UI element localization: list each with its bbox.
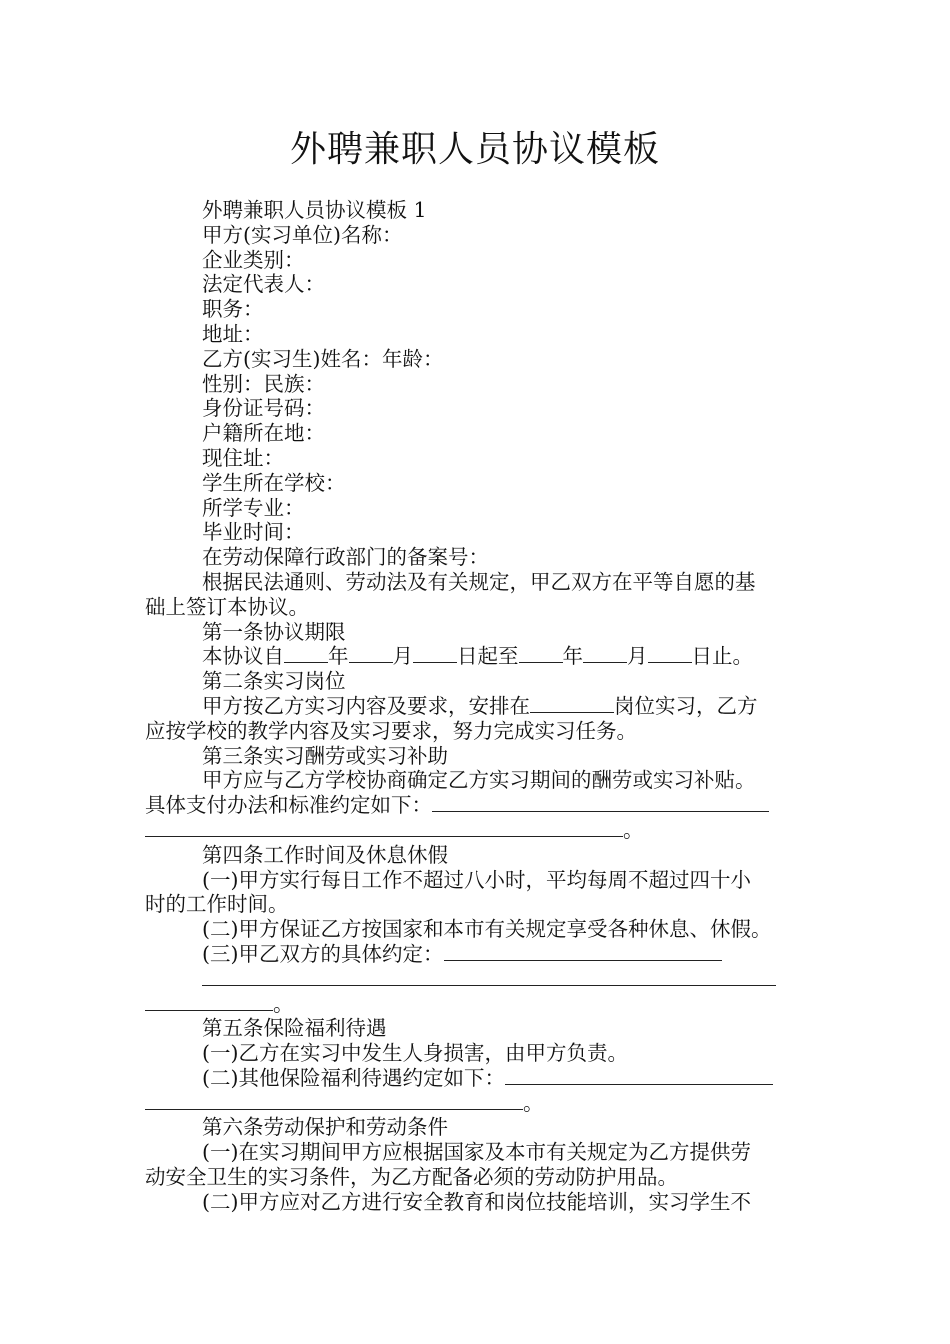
safety-conditions-clause-cont: 动安全卫生的实习条件，为乙方配备必须的劳动防护用品。 <box>145 1165 678 1190</box>
end-year-blank <box>519 644 563 663</box>
period-mark: 。 <box>623 817 644 842</box>
term-text: 年 <box>328 644 349 669</box>
start-day-blank <box>413 644 457 663</box>
term-text: 日起至 <box>457 644 519 669</box>
other-welfare-text: (二)其他保险福利待遇约定如下： <box>202 1065 505 1090</box>
position-field: 职务： <box>202 297 264 322</box>
rest-leave-clause: (二)甲方保证乙方按国家和本市有关规定享受各种休息、休假。 <box>202 917 772 942</box>
period-mark: 。 <box>523 1090 544 1115</box>
article-3-heading: 第三条实习酬劳或实习补助 <box>202 743 448 768</box>
pay-method-clause-cont <box>145 818 810 843</box>
school-field: 学生所在学校： <box>202 470 346 495</box>
end-month-blank <box>583 644 627 663</box>
other-welfare-blank <box>505 1066 773 1085</box>
start-year-blank <box>284 644 328 663</box>
safety-conditions-clause: (一)在实习期间甲方应根据国家及本市有关规定为乙方提供劳 <box>202 1140 751 1165</box>
filing-number-field: 在劳动保障行政部门的备案号： <box>202 545 489 570</box>
post-blank <box>530 694 614 713</box>
post-clause <box>145 694 810 719</box>
document-body <box>145 198 810 1215</box>
household-registration-field: 户籍所在地： <box>202 421 325 446</box>
safety-training-clause: (二)甲方应对乙方进行安全教育和岗位技能培训，实习学生不 <box>202 1189 751 1214</box>
end-day-blank <box>648 644 692 663</box>
term-text: 日止。 <box>691 644 753 669</box>
term-clause <box>145 644 810 669</box>
preamble-text: 根据民法通则、劳动法及有关规定，甲乙双方在平等自愿的基 <box>202 569 756 594</box>
article-2-heading: 第二条实习岗位 <box>202 669 346 694</box>
specific-agreement-clause <box>145 942 810 967</box>
article-1-heading: 第一条协议期限 <box>202 619 346 644</box>
article-4-heading: 第四条工作时间及休息休假 <box>202 842 448 867</box>
post-text: 岗位实习，乙方 <box>614 693 758 718</box>
pay-method-clause <box>145 793 810 818</box>
pay-method-text: 具体支付办法和标准约定如下： <box>145 793 432 818</box>
section-heading: 外聘兼职人员协议模板 1 <box>202 198 427 222</box>
gender-ethnicity-field: 性别：民族： <box>202 371 325 396</box>
article-6-heading: 第六条劳动保护和劳动条件 <box>202 1115 448 1140</box>
id-number-field: 身份证号码： <box>202 396 325 421</box>
party-b-name-age-field: 乙方(实习生)姓名：年龄： <box>202 346 444 371</box>
other-welfare-blank-2 <box>145 1091 523 1110</box>
article-5-heading: 第五条保险福利待遇 <box>202 1016 387 1041</box>
address-field: 地址： <box>202 321 264 346</box>
term-text: 月 <box>392 644 413 669</box>
work-hours-clause-cont: 时的工作时间。 <box>145 892 289 917</box>
term-text: 本协议自 <box>202 644 284 669</box>
current-address-field: 现住址： <box>202 445 284 470</box>
preamble-text-cont: 础上签订本协议。 <box>145 594 309 619</box>
specific-agreement-blank <box>444 942 722 961</box>
specific-agreement-blank-3 <box>145 992 273 1011</box>
pay-method-blank <box>432 793 769 812</box>
major-field: 所学专业： <box>202 495 305 520</box>
specific-agreement-end <box>145 992 810 1017</box>
period-mark: 。 <box>273 991 294 1016</box>
injury-clause: (一)乙方在实习中发生人身损害，由甲方负责。 <box>202 1041 628 1066</box>
other-welfare-end <box>145 1091 810 1116</box>
specific-agreement-text: (三)甲乙双方的具体约定： <box>202 941 444 966</box>
pay-clause: 甲方应与乙方学校协商确定乙方实习期间的酬劳或实习补贴。 <box>202 768 756 793</box>
other-welfare-clause <box>145 1066 810 1091</box>
post-text: 甲方按乙方实习内容及要求，安排在 <box>202 693 530 718</box>
party-a-name-field: 甲方(实习单位)名称： <box>202 222 403 247</box>
specific-agreement-rule <box>145 967 810 992</box>
legal-representative-field: 法定代表人： <box>202 272 325 297</box>
work-hours-clause: (一)甲方实行每日工作不超过八小时，平均每周不超过四十小 <box>202 867 751 892</box>
term-text: 年 <box>562 644 583 669</box>
specific-agreement-blank-2 <box>202 967 776 986</box>
graduation-time-field: 毕业时间： <box>202 520 305 545</box>
document-title: 外聘兼职人员协议模板 <box>289 129 660 170</box>
start-month-blank <box>349 644 393 663</box>
term-text: 月 <box>627 644 648 669</box>
post-clause-cont: 应按学校的教学内容及实习要求，努力完成实习任务。 <box>145 718 637 743</box>
pay-method-blank-2 <box>145 818 623 837</box>
enterprise-type-field: 企业类别： <box>202 247 305 272</box>
